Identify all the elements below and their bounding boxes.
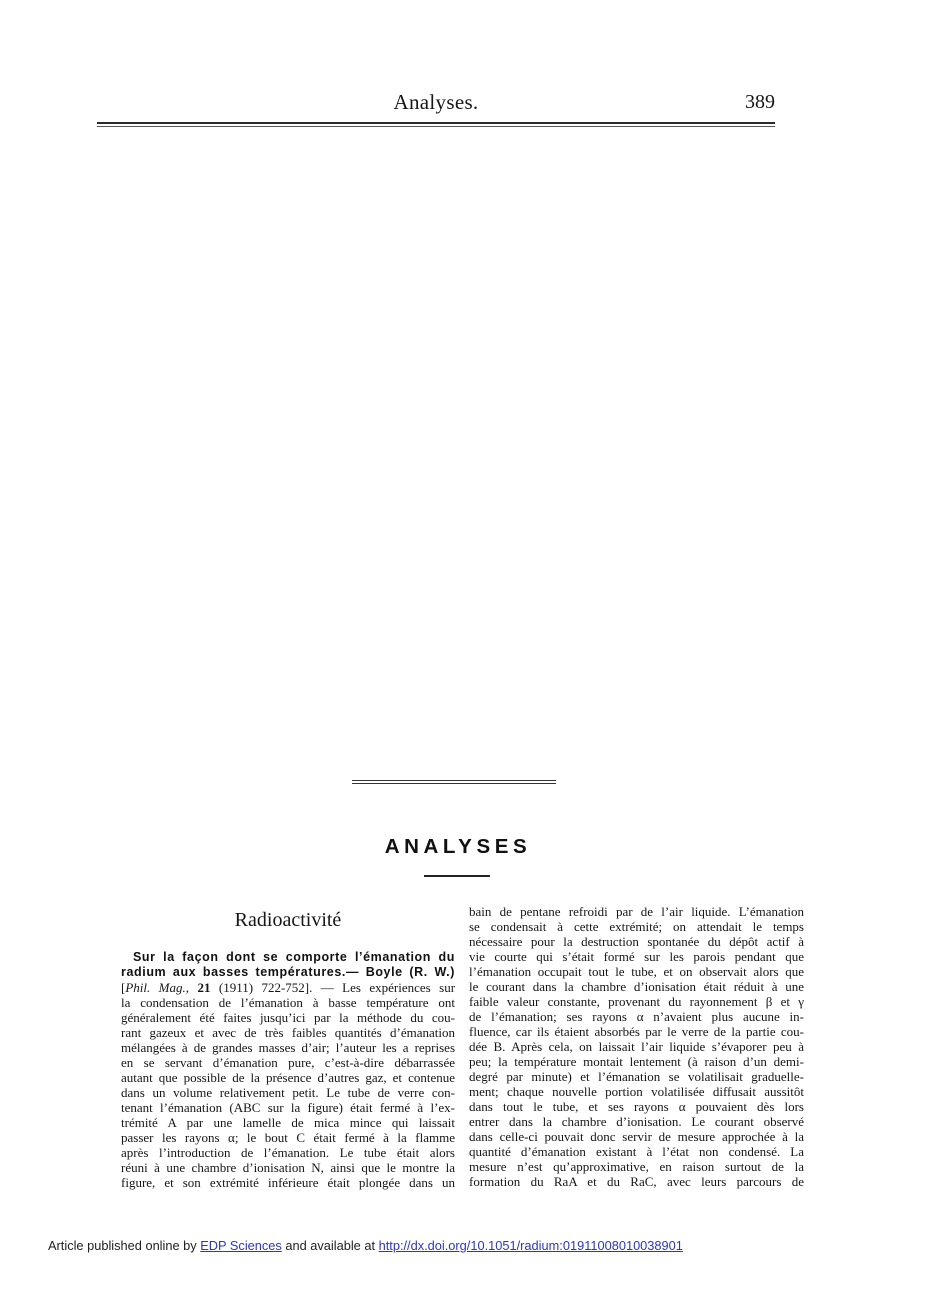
text-line: l’émanation occupait tout le tube, et on observait alors que — [469, 964, 804, 979]
text-line: généralement été faites jusqu’ici par la méthode du cou- — [121, 1010, 455, 1025]
section-rule — [424, 875, 490, 877]
header-rule — [97, 122, 775, 127]
text-line: dans celle-ci pouvait donc servir de mesure approchée à la — [469, 1129, 804, 1144]
section-title: ANALYSES — [384, 835, 532, 858]
publisher-link[interactable]: EDP Sciences — [200, 1238, 282, 1253]
ornament-rule — [352, 780, 556, 784]
text-line: peu; la température montait lentement (à raison d’un demi- — [469, 1054, 804, 1069]
text-line: vie courte qui s’était formé sur les parois pendant que — [469, 949, 804, 964]
text-line: tenant l’émanation (ABC sur la figure) était fermé à l’ex- — [121, 1100, 455, 1115]
text-line: en se servant d’émanation pure, c’est-à-dire débarrassée — [121, 1055, 455, 1070]
text-line: la condensation de l’émanation à basse température ont — [121, 995, 455, 1010]
text-line: fluence, car ils étaient absorbés par le verre de la partie cou- — [469, 1024, 804, 1039]
text-line: degré par minute) et l’émanation se volatilisait graduelle- — [469, 1069, 804, 1084]
text-line: bain de pentane refroidi par de l’air liquide. L’émanation — [469, 904, 804, 919]
footer-middle: and available at — [285, 1238, 376, 1253]
text-line: passer les rayons α; le bout C était fermé à la flamme — [121, 1130, 455, 1145]
article-title-line: Sur la façon dont se comporte l’émanation du — [133, 950, 455, 964]
left-column — [121, 950, 455, 1190]
article-title-end: radium aux basses températures.— — [121, 965, 360, 979]
text-line: nécessaire pour la destruction spontanée du dépôt actif à — [469, 934, 804, 949]
citation-line — [121, 980, 455, 995]
volume-number: 21 — [197, 980, 211, 995]
text-line: dée B. Après cela, on laissait l’air liquide s’évaporer peu à — [469, 1039, 804, 1054]
text-line: après l’introduction de l’émanation. Le tube était alors — [121, 1145, 455, 1160]
text-line: le courant dans la chambre d’ionisation était réduit à une — [469, 979, 804, 994]
text-line: entrer dans la chambre d’ionisation. Le courant observé — [469, 1114, 804, 1129]
text-line: formation du RaA et du RaC, avec leurs parcours de — [469, 1174, 804, 1189]
doi-link[interactable]: http://dx.doi.org/10.1051/radium:01911008010038901 — [378, 1238, 683, 1253]
text-line: faible valeur constante, provenant du rayonnement β et γ — [469, 994, 804, 1009]
article-author: Boyle (R. W.) — [365, 965, 455, 979]
page-number: 389 — [745, 91, 775, 113]
text-line: dans tout le tube, et ses rayons α pouvaient dès lors — [469, 1099, 804, 1114]
text-line: rant gazeux et avec de très faibles quantités d’émanation — [121, 1025, 455, 1040]
citation-details: (1911) 722-752]. — Les expériences sur — [218, 980, 455, 995]
text-line: réuni à une chambre d’ionisation N, ainsi que le montre la — [121, 1160, 455, 1175]
text-line: de l’émanation; ses rayons α n’avaient plus aucune in- — [469, 1009, 804, 1024]
text-line: autant que possible de la présence d’autres gaz, et contenue — [121, 1070, 455, 1085]
subsection-title: Radioactivité — [234, 909, 342, 931]
running-title: Analyses. — [393, 90, 479, 114]
text-line: dans un volume relativement petit. Le tube de verre con- — [121, 1085, 455, 1100]
journal-name: Phil. Mag. — [125, 980, 186, 995]
footer-prefix: Article published online by — [48, 1238, 197, 1253]
citation-separator: , — [185, 980, 190, 995]
text-line: mesure n’est qu’approximative, en raison surtout de la — [469, 1159, 804, 1174]
citation-open-bracket: [ — [121, 980, 126, 995]
article-title-line — [121, 965, 455, 980]
text-line: figure, et son extrémité inférieure était plongée dans un — [121, 1175, 455, 1190]
text-line: mélangées à de grandes masses d’air; l’auteur les a reprises — [121, 1040, 455, 1055]
text-line: quantité d’émanation existant à l’état non condensé. La — [469, 1144, 804, 1159]
right-column — [469, 904, 804, 1189]
text-line: trémité A par une lamelle de mica mince qui laissait — [121, 1115, 455, 1130]
text-line: se condensait à cette extrémité; on attendait le temps — [469, 919, 804, 934]
publication-footer — [48, 1238, 683, 1254]
text-line: ment; chaque nouvelle portion volatilisée diffusait aussitôt — [469, 1084, 804, 1099]
